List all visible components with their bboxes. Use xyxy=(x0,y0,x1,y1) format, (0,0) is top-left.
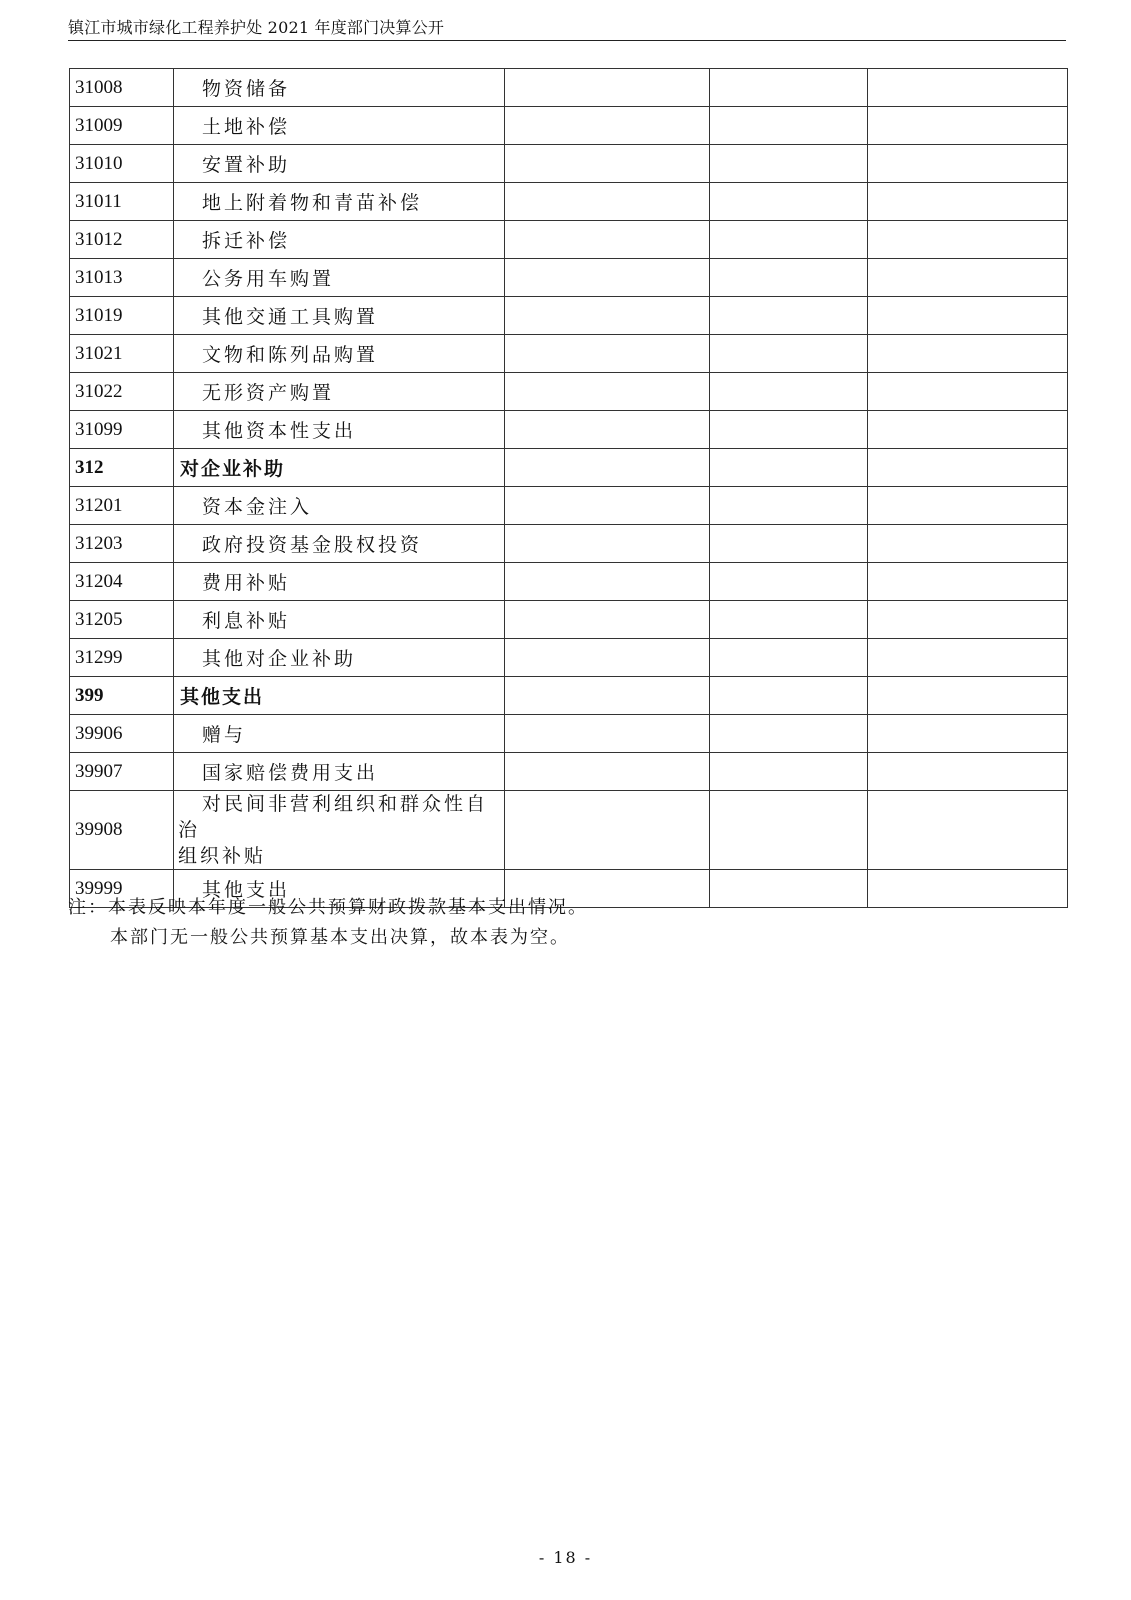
table-row xyxy=(70,373,1068,411)
row-code: 31012 xyxy=(70,221,174,259)
value-cell xyxy=(505,677,710,715)
row-name: 资本金注入 xyxy=(202,496,313,518)
value-cell xyxy=(505,69,710,107)
value-cell xyxy=(505,221,710,259)
value-cell xyxy=(505,639,710,677)
value-cell xyxy=(868,715,1068,753)
table-row xyxy=(70,183,1068,221)
category-name: 其他支出 xyxy=(180,686,265,708)
value-cell xyxy=(710,639,868,677)
row-code: 31021 xyxy=(70,335,174,373)
row-name-line1: 对民间非营利组织和群众性自治 xyxy=(178,793,489,841)
value-cell xyxy=(710,563,868,601)
row-name: 安置补助 xyxy=(202,154,291,176)
value-cell xyxy=(710,601,868,639)
table-row xyxy=(70,107,1068,145)
value-cell xyxy=(868,677,1068,715)
row-name: 国家赔偿费用支出 xyxy=(202,762,379,784)
row-code: 31013 xyxy=(70,259,174,297)
table-note-empty: 本部门无一般公共预算基本支出决算，故本表为空。 xyxy=(110,927,570,948)
row-code: 31010 xyxy=(70,145,174,183)
row-code: 31203 xyxy=(70,525,174,563)
value-cell xyxy=(505,335,710,373)
row-code: 39908 xyxy=(70,791,174,870)
value-cell xyxy=(710,870,868,908)
row-code: 39999 xyxy=(70,870,174,908)
row-code: 31099 xyxy=(70,411,174,449)
row-code: 31008 xyxy=(70,69,174,107)
category-row xyxy=(70,449,1068,487)
table-row xyxy=(70,753,1068,791)
row-name: 利息补贴 xyxy=(202,610,291,632)
value-cell xyxy=(868,525,1068,563)
row-code: 39907 xyxy=(70,753,174,791)
value-cell xyxy=(710,107,868,145)
value-cell xyxy=(868,145,1068,183)
row-name: 其他对企业补助 xyxy=(202,648,357,670)
row-name: 政府投资基金股权投资 xyxy=(202,534,423,556)
value-cell xyxy=(868,69,1068,107)
value-cell xyxy=(505,715,710,753)
page-number: - 18 - xyxy=(538,1548,593,1567)
value-cell xyxy=(710,525,868,563)
row-code: 31201 xyxy=(70,487,174,525)
row-code: 31009 xyxy=(70,107,174,145)
row-code: 31019 xyxy=(70,297,174,335)
value-cell xyxy=(868,411,1068,449)
row-name: 费用补贴 xyxy=(202,572,291,594)
category-code: 312 xyxy=(70,449,174,487)
value-cell xyxy=(868,183,1068,221)
value-cell xyxy=(868,870,1068,908)
value-cell xyxy=(868,563,1068,601)
table-row xyxy=(70,145,1068,183)
table-row xyxy=(70,601,1068,639)
table-row xyxy=(70,335,1068,373)
table-row xyxy=(70,297,1068,335)
value-cell xyxy=(505,107,710,145)
row-name: 文物和陈列品购置 xyxy=(202,344,379,366)
page-header-title: 镇江市城市绿化工程养护处 2021 年度部门决算公开 xyxy=(68,18,445,37)
expenditure-table xyxy=(69,68,1068,908)
row-name: 物资储备 xyxy=(202,78,291,100)
table-row xyxy=(70,487,1068,525)
table-note: 注：本表反映本年度一般公共预算财政拨款基本支出情况。 xyxy=(68,897,588,918)
value-cell xyxy=(505,753,710,791)
value-cell xyxy=(505,183,710,221)
value-cell xyxy=(710,411,868,449)
category-code: 399 xyxy=(70,677,174,715)
row-name xyxy=(174,791,504,869)
row-code: 31299 xyxy=(70,639,174,677)
row-code: 31011 xyxy=(70,183,174,221)
row-name: 公务用车购置 xyxy=(202,268,335,290)
value-cell xyxy=(710,221,868,259)
value-cell xyxy=(710,183,868,221)
category-row xyxy=(70,677,1068,715)
row-name: 赠与 xyxy=(202,724,247,746)
value-cell xyxy=(868,297,1068,335)
row-name: 地上附着物和青苗补偿 xyxy=(202,192,423,214)
value-cell xyxy=(710,753,868,791)
value-cell xyxy=(505,373,710,411)
value-cell xyxy=(868,601,1068,639)
value-cell xyxy=(868,487,1068,525)
table-row xyxy=(70,563,1068,601)
row-code: 31204 xyxy=(70,563,174,601)
value-cell xyxy=(710,677,868,715)
value-cell xyxy=(710,791,868,870)
value-cell xyxy=(868,449,1068,487)
value-cell xyxy=(505,145,710,183)
value-cell xyxy=(868,791,1068,870)
value-cell xyxy=(710,145,868,183)
value-cell xyxy=(505,563,710,601)
row-name-line2: 组织补贴 xyxy=(178,845,267,867)
value-cell xyxy=(710,373,868,411)
category-name: 对企业补助 xyxy=(180,458,286,480)
table-row xyxy=(70,715,1068,753)
value-cell xyxy=(710,259,868,297)
row-code: 31022 xyxy=(70,373,174,411)
value-cell xyxy=(710,335,868,373)
row-name: 无形资产购置 xyxy=(202,382,335,404)
table-row xyxy=(70,259,1068,297)
row-code: 39906 xyxy=(70,715,174,753)
value-cell xyxy=(710,715,868,753)
row-name: 其他支出 xyxy=(202,879,291,901)
value-cell xyxy=(868,753,1068,791)
value-cell xyxy=(505,601,710,639)
value-cell xyxy=(505,411,710,449)
value-cell xyxy=(868,107,1068,145)
value-cell xyxy=(505,525,710,563)
value-cell xyxy=(505,449,710,487)
table-row xyxy=(70,221,1068,259)
value-cell xyxy=(505,791,710,870)
value-cell xyxy=(868,335,1068,373)
value-cell xyxy=(710,487,868,525)
value-cell xyxy=(868,639,1068,677)
value-cell xyxy=(505,297,710,335)
row-name: 其他资本性支出 xyxy=(202,420,357,442)
table-row xyxy=(70,791,1068,870)
value-cell xyxy=(710,449,868,487)
row-name: 拆迁补偿 xyxy=(202,230,291,252)
header-divider xyxy=(68,40,1066,41)
value-cell xyxy=(505,259,710,297)
value-cell xyxy=(868,373,1068,411)
table-row xyxy=(70,411,1068,449)
row-code: 31205 xyxy=(70,601,174,639)
value-cell xyxy=(868,259,1068,297)
table-row xyxy=(70,69,1068,107)
value-cell xyxy=(710,297,868,335)
table-row xyxy=(70,525,1068,563)
value-cell xyxy=(868,221,1068,259)
row-name: 其他交通工具购置 xyxy=(202,306,379,328)
value-cell xyxy=(710,69,868,107)
table-row xyxy=(70,639,1068,677)
value-cell xyxy=(505,487,710,525)
row-name: 土地补偿 xyxy=(202,116,291,138)
